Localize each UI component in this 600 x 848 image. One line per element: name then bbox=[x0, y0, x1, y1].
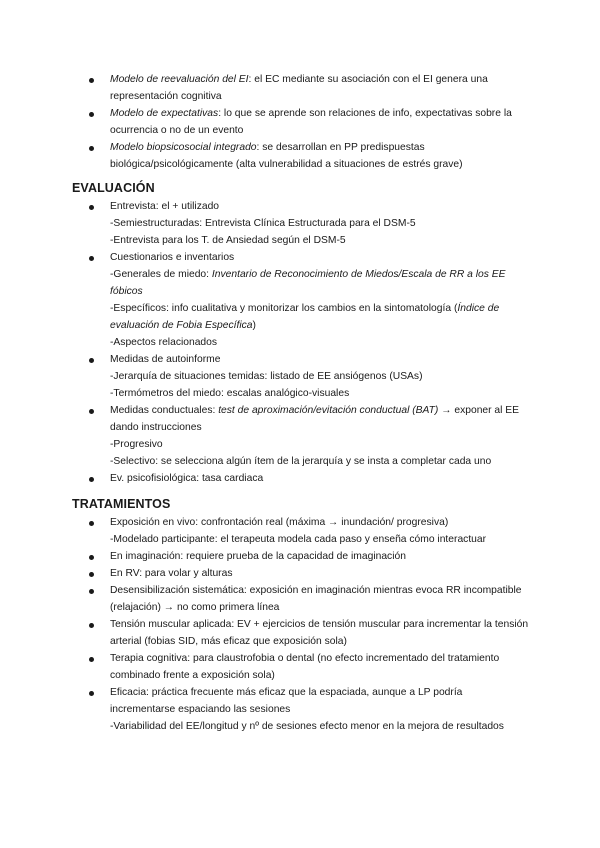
sub-item: -Selectivo: se selecciona algún ítem de la jerarquía y se insta a completar cada uno bbox=[110, 456, 492, 467]
sub-item: -Progresivo bbox=[110, 439, 163, 450]
model-description: : el EC mediante su asociación con el EI genera una representación cognitiva bbox=[110, 74, 488, 102]
model-description: : lo que se aprende son relaciones de info, expectativas sobre la ocurrencia o no de un evento bbox=[110, 108, 512, 136]
bullet-icon bbox=[89, 555, 94, 560]
list-item bbox=[0, 139, 600, 173]
section-heading-evaluacion: EVALUACIÓN bbox=[72, 181, 155, 195]
item-description: → exponer al EE dando instrucciones bbox=[110, 405, 520, 433]
inventory-name: Inventario de Reconocimiento de Miedos/Escala de RR a los EE fóbicos bbox=[110, 269, 506, 297]
models-list bbox=[0, 71, 600, 173]
list-item bbox=[0, 351, 600, 402]
sub-item-prefix: -Generales de miedo: bbox=[110, 269, 212, 280]
item-label: Terapia cognitiva: para claustrofobia o dental (no efecto incrementado del tratamiento combinado frente a exposición sola) bbox=[110, 653, 500, 681]
list-item bbox=[0, 402, 600, 470]
bullet-icon bbox=[89, 409, 94, 414]
item-label: Desensibilización sistemática: exposición en imaginación mientras evoca RR incompatible (relajación) → no como primera línea bbox=[110, 585, 522, 613]
evaluacion-list bbox=[0, 198, 600, 487]
tratamientos-list bbox=[0, 514, 600, 735]
item-label: Medidas de autoinforme bbox=[110, 354, 221, 365]
model-name: Modelo biopsicosocial integrado bbox=[110, 142, 257, 153]
sub-item: -Termómetros del miedo: escalas analógico-visuales bbox=[110, 388, 350, 399]
index-name: Índice de evaluación de Fobia Específica bbox=[110, 303, 500, 331]
sub-item-suffix: ) bbox=[252, 320, 256, 331]
item-label: Eficacia: práctica frecuente más eficaz que la espaciada, aunque a LP podría incrementarse espaciando las sesiones bbox=[110, 687, 463, 715]
sub-item: -Semiestructuradas: Entrevista Clínica Estructurada para el DSM-5 bbox=[110, 218, 416, 229]
item-label: Medidas conductuales: bbox=[110, 405, 219, 416]
list-item bbox=[0, 514, 600, 548]
bullet-icon bbox=[89, 657, 94, 662]
bullet-icon bbox=[89, 205, 94, 210]
sub-item: -Entrevista para los T. de Ansiedad según el DSM-5 bbox=[110, 235, 346, 246]
list-item bbox=[0, 582, 600, 616]
test-name: test de aproximación/evitación conductual (BAT) bbox=[218, 405, 439, 416]
bullet-icon bbox=[89, 691, 94, 696]
sub-item: -Variabilidad del EE/longitud y nº de sesiones efecto menor en la mejora de resultados bbox=[110, 721, 504, 732]
list-item bbox=[0, 198, 600, 249]
item-label: Entrevista: el + utilizado bbox=[110, 201, 220, 212]
list-item bbox=[0, 71, 600, 105]
bullet-icon bbox=[89, 589, 94, 594]
item-label: Cuestionarios e inventarios bbox=[110, 252, 235, 263]
sub-item: -Aspectos relacionados bbox=[110, 337, 218, 348]
bullet-icon bbox=[89, 146, 94, 151]
bullet-icon bbox=[89, 112, 94, 117]
bullet-icon bbox=[89, 477, 94, 482]
item-label: Ev. psicofisiológica: tasa cardiaca bbox=[110, 473, 264, 484]
list-item bbox=[0, 249, 600, 351]
list-item bbox=[0, 684, 600, 735]
bullet-icon bbox=[89, 521, 94, 526]
bullet-icon bbox=[89, 572, 94, 577]
bullet-icon bbox=[89, 256, 94, 261]
model-name: Modelo de expectativas bbox=[110, 108, 219, 119]
sub-item: -Modelado participante: el terapeuta modela cada paso y enseña cómo interactuar bbox=[110, 534, 487, 545]
list-item bbox=[0, 105, 600, 139]
model-description: : se desarrollan en PP predispuestas biológica/psicológicamente (alta vulnerabilidad a situaciones de estrés grave) bbox=[110, 142, 463, 170]
model-name: Modelo de reevaluación del EI bbox=[110, 74, 249, 85]
item-label: Exposición en vivo: confrontación real (máxima → inundación/ progresiva) bbox=[110, 517, 449, 528]
item-label: En RV: para volar y alturas bbox=[110, 568, 233, 579]
sub-item-prefix: -Específicos: info cualitativa y monitorizar los cambios en la sintomatología ( bbox=[110, 303, 458, 314]
sub-item: -Jerarquía de situaciones temidas: listado de EE ansiógenos (USAs) bbox=[110, 371, 423, 382]
item-label: Tensión muscular aplicada: EV + ejercicios de tensión muscular para incrementar la tensión arterial (fobias SID, más eficaz que exposición sola) bbox=[110, 619, 529, 647]
section-heading-tratamientos: TRATAMIENTOS bbox=[72, 497, 171, 511]
list-item bbox=[0, 470, 600, 487]
bullet-icon bbox=[89, 78, 94, 83]
bullet-icon bbox=[89, 358, 94, 363]
bullet-icon bbox=[89, 623, 94, 628]
list-item bbox=[0, 565, 600, 582]
item-label: En imaginación: requiere prueba de la capacidad de imaginación bbox=[110, 551, 406, 562]
list-item bbox=[0, 616, 600, 650]
list-item bbox=[0, 548, 600, 565]
list-item bbox=[0, 650, 600, 684]
